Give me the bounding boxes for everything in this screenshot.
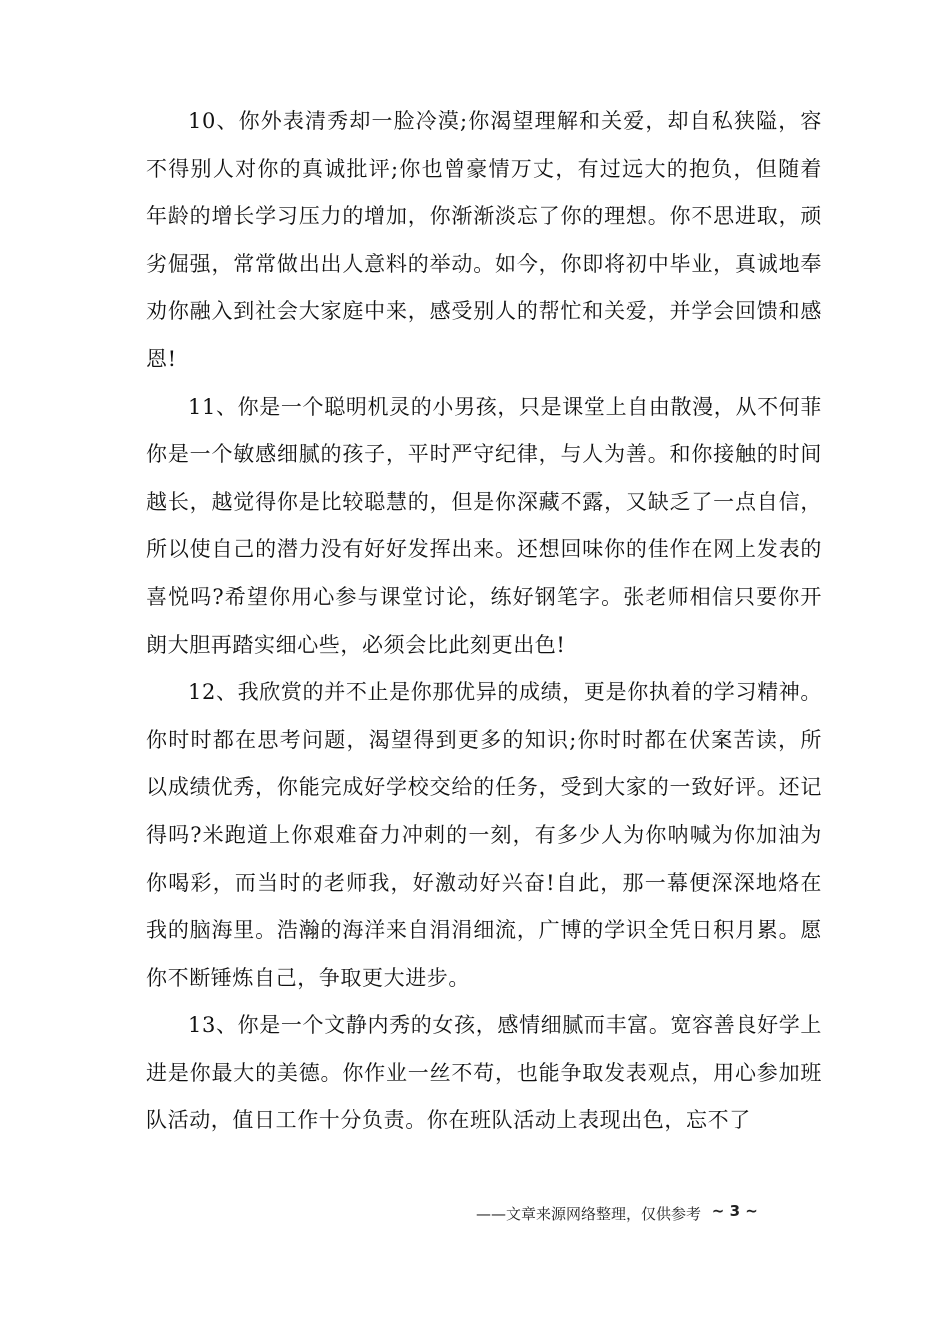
paragraph-12: 12、我欣赏的并不止是你那优异的成绩，更是你执着的学习精神。你时时都在思考问题，渴望得到更多的知识;你时时都在伏案苦读，所以成绩优秀，你能完成好学校交给的任务，受到大家的一致好评。还记得吗?米跑道上你艰难奋力冲刺的一刻，有多少人为你呐喊为你加油为你喝彩，而当时的老师我，好激动好兴奋!自此，那一幕便深深地烙在我的脑海里。浩瀚的海洋来自涓涓细流，广博的学识全凭日积月累。愿你不断锤炼自己，争取更大进步。 — [146, 680, 822, 990]
paragraph-11: 11、你是一个聪明机灵的小男孩，只是课堂上自由散漫，从不何菲你是一个敏感细腻的孩子，平时严守纪律，与人为善。和你接触的时间越长，越觉得你是比较聪慧的，但是你深藏不露，又缺乏了一点自信，所以使自己的潜力没有好好发挥出来。还想回味你的佳作在网上发表的喜悦吗?希望你用心参与课堂讨论，练好钢笔字。张老师相信只要你开朗大胆再踏实细心些，必须会比此刻更出色! — [146, 394, 822, 657]
paragraph-13: 13、你是一个文静内秀的女孩，感情细腻而丰富。宽容善良好学上进是你最大的美德。你作业一丝不苟，也能争取发表观点，用心参加班队活动，值日工作十分负责。你在班队活动上表现出色，忘不了 — [146, 1013, 822, 1133]
footer-source-note: ——文章来源网络整理，仅供参考 — [476, 1205, 702, 1223]
document-body — [146, 98, 822, 1145]
page-number: ~ 3 ~ — [711, 1202, 758, 1220]
paragraph-10: 10、你外表清秀却一脸冷漠;你渴望理解和关爱，却自私狭隘，容不得别人对你的真诚批评;你也曾豪情万丈，有过远大的抱负，但随着年龄的增长学习压力的增加，你渐渐淡忘了你的理想。你不思进取，顽劣倔强，常常做出出人意料的举动。如今，你即将初中毕业，真诚地奉劝你融入到社会大家庭中来，感受别人的帮忙和关爱，并学会回馈和感恩! — [146, 109, 822, 371]
page-footer — [476, 1202, 776, 1226]
